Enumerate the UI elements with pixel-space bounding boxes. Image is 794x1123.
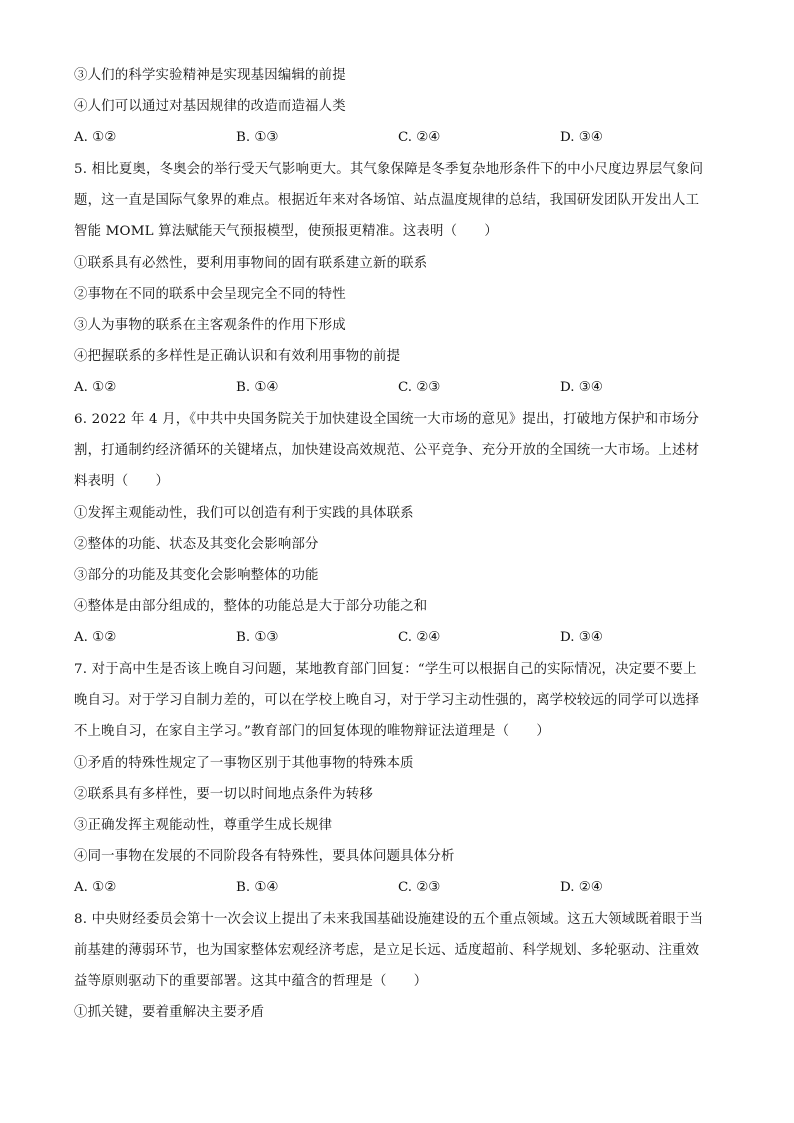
option-d: D. ③④	[560, 630, 603, 645]
option-b: B. ①③	[236, 630, 279, 645]
answer-options-q6	[74, 628, 754, 648]
option-a: A. ①②	[74, 880, 117, 895]
question-8-stem-line-2: 前基建的薄弱环节，也为国家整体宏观经济考虑，是立足长远、适度超前、科学规划、多轮驱动、注重效	[74, 943, 700, 958]
choice-statement-1: ①矛盾的特殊性规定了一事物区别于其他事物的特殊本质	[74, 756, 414, 771]
choice-statement-1: ①抓关键，要着重解决主要矛盾	[74, 1005, 265, 1020]
question-6-stem-line-3: 料表明（ ）	[74, 474, 170, 489]
option-a: A. ①②	[74, 130, 117, 145]
question-5-stem-line-2: 题，这一直是国际气象界的难点。根据近年来对各场馆、站点温度规律的总结，我国研发团队开发出人工	[74, 193, 700, 208]
choice-statement-2: ②联系具有多样性，要一切以时间地点条件为转移	[74, 787, 373, 802]
question-8-stem-line-3: 益等原则驱动下的重要部署。这其中蕴含的哲理是（ ）	[74, 974, 428, 989]
choice-statement-4: ④整体是由部分组成的，整体的功能总是大于部分功能之和	[74, 599, 428, 614]
question-7-stem-line-2: 晚自习。对于学习自制力差的，可以在学校上晚自习，对于学习主动性强的，离学校较远的同学可以选择	[74, 693, 700, 708]
question-8-stem-line-1: 8. 中央财经委员会第十一次会议上提出了未来我国基础设施建设的五个重点领域。这五大领域既着眼于当	[74, 912, 704, 927]
choice-statement-2: ②整体的功能、状态及其变化会影响部分	[74, 537, 319, 552]
choice-statement-3: ③人们的科学实验精神是实现基因编辑的前提	[74, 68, 346, 83]
option-a: A. ①②	[74, 630, 117, 645]
option-c: C. ②③	[398, 380, 441, 395]
option-b: B. ①④	[236, 880, 279, 895]
option-d: D. ②④	[560, 880, 603, 895]
answer-options-q5	[74, 378, 754, 398]
choice-statement-4: ④人们可以通过对基因规律的改造而造福人类	[74, 99, 346, 114]
option-b: B. ①③	[236, 130, 279, 145]
choice-statement-2: ②事物在不同的联系中会呈现完全不同的特性	[74, 287, 346, 302]
option-c: C. ②③	[398, 880, 441, 895]
option-a: A. ①②	[74, 380, 117, 395]
choice-statement-1: ①发挥主观能动性，我们可以创造有利于实践的具体联系	[74, 506, 414, 521]
choice-statement-3: ③部分的功能及其变化会影响整体的功能	[74, 568, 319, 583]
choice-statement-4: ④把握联系的多样性是正确认识和有效利用事物的前提	[74, 349, 401, 364]
question-5-stem-line-1: 5. 相比夏奥，冬奥会的举行受天气影响更大。其气象保障是冬季复杂地形条件下的中小尺度边界层气象问	[74, 162, 704, 177]
option-c: C. ②④	[398, 630, 441, 645]
question-6-stem-line-2: 割，打通制约经济循环的关键堵点，加快建设高效规范、公平竞争、充分开放的全国统一大市场。上述材	[74, 443, 700, 458]
answer-options-q4	[74, 128, 754, 148]
option-d: D. ③④	[560, 380, 603, 395]
option-b: B. ①④	[236, 380, 279, 395]
choice-statement-3: ③人为事物的联系在主客观条件的作用下形成	[74, 318, 346, 333]
answer-options-q7	[74, 878, 754, 898]
question-5-stem-line-3: 智能 MOML 算法赋能天气预报模型，使预报更精准。这表明（ ）	[74, 224, 498, 239]
choice-statement-4: ④同一事物在发展的不同阶段各有特殊性，要具体问题具体分析	[74, 849, 455, 864]
option-c: C. ②④	[398, 130, 441, 145]
choice-statement-1: ①联系具有必然性，要利用事物间的固有联系建立新的联系	[74, 256, 428, 271]
option-d: D. ③④	[560, 130, 603, 145]
choice-statement-3: ③正确发挥主观能动性，尊重学生成长规律	[74, 818, 333, 833]
question-6-stem-line-1: 6. 2022 年 4 月，《中共中央国务院关于加快建设全国统一大市场的意见》提出，打破地方保护和市场分	[74, 412, 700, 427]
question-7-stem-line-1: 7. 对于高中生是否该上晚自习问题，某地教育部门回复：“学生可以根据自己的实际情况，决定要不要上	[74, 662, 697, 677]
question-7-stem-line-3: 不上晚自习，在家自主学习。”教育部门的回复体现的唯物辩证法道理是（ ）	[74, 724, 551, 739]
